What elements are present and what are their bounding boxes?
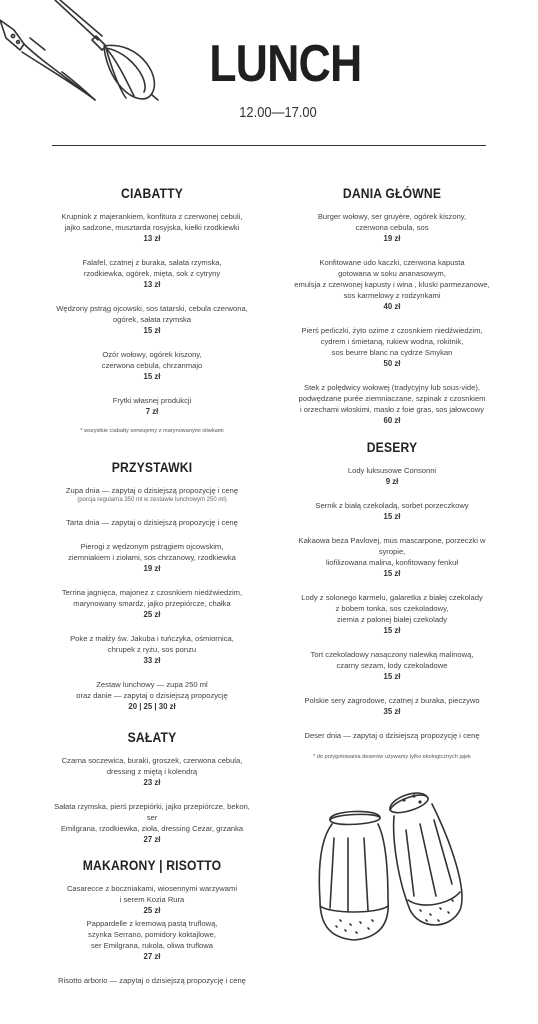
knife-and-whisk-icon [0, 0, 170, 110]
item-price: 13 zł [143, 234, 161, 243]
item-price: 60 zł [383, 416, 401, 425]
item-price: 15 zł [383, 672, 401, 681]
menu-item: Pierś perliczki, żyto ozime z czosnkiem niedźwiedzim, cydrem i śmietaną, rukiew wodna, rokitnik, sos beurre blanc na cydrze Smykan 50 zł [292, 325, 492, 369]
menu-item: Tarta dnia — zapytaj o dzisiejszą propozycję i cenę [66, 518, 238, 527]
section-title: DESERY [366, 440, 418, 455]
menu-item: Konfitowane udo kaczki, czerwona kapusta gotowana w soku ananasowym, emulsja z czerwonej kapusty i wina , kluski parmezanowe, sos karmelowy z rodzynkami 40 zł [292, 257, 492, 312]
item-price: 50 zł [383, 359, 401, 368]
menu-item: Risotto arborio — zapytaj o dzisiejszą propozycję i cenę [58, 976, 246, 985]
menu-item: Polskie sery zagrodowe, czatnej z buraka, pieczywo 35 zł [292, 695, 492, 717]
section-title: CIABATTY [121, 186, 183, 201]
item-price: 25 zł [143, 610, 161, 619]
item-price: 15 zł [383, 626, 401, 635]
item-price: 9 zł [385, 477, 399, 486]
menu-item: Krupniok z majerankiem, konfitura z czerwonej cebuli, jajko sadzone, musztarda rosyjska, kiełki rzodkiewki 13 zł [52, 211, 252, 244]
menu-item: Lody luksusowe Consonni 9 zł [292, 465, 492, 487]
item-price: 40 zł [383, 302, 401, 311]
section-title: DANIA GŁÓWNE [342, 186, 442, 201]
menu-item: Poke z małży św. Jakuba i tuńczyka, ośmiornica, chrupek z ryżu, sos ponzu 33 zł [52, 633, 252, 666]
menu-item: Lody z solonego karmelu, galaretka z białej czekolady z bobem tonka, sos czekoladowy, ziemia z palonej białej czekolady 15 zł [292, 592, 492, 636]
menu-item: Zestaw lunchowy — zupa 250 ml oraz danie — zapytaj o dzisiejszą propozycję 20 | 25 | 30 zł [52, 679, 252, 712]
section-title: MAKARONY | RISOTTO [82, 858, 222, 873]
section-makarony-risotto [52, 858, 252, 986]
item-price: 23 zł [143, 778, 161, 787]
item-price: 27 zł [143, 952, 161, 961]
menu-item: Pierogi z wędzonym pstrągiem ojcowskim, ziemniakiem i ziołami, sos chrzanowy, rzodkiewka 19 zł [52, 541, 252, 574]
item-price: 13 zł [143, 280, 161, 289]
section-desery [292, 440, 492, 760]
section-dania-glowne [292, 186, 492, 426]
section-footnote: * do przygotowania deserów używamy tylko ekologicznych jajek [313, 754, 471, 760]
item-note: (porcja regularna 350 ml w zestawie lunchowym 250 ml) [77, 497, 227, 503]
item-price: 7 zł [145, 407, 159, 416]
item-price: 27 zł [143, 835, 161, 844]
section-title: SAŁATY [127, 730, 177, 745]
item-price: 19 zł [383, 234, 401, 243]
menu-item: Burger wołowy, ser gruyère, ogórek kiszony, czerwona cebula, sos 19 zł [292, 211, 492, 244]
header-divider [52, 145, 486, 146]
page-title: LUNCH [209, 35, 362, 93]
section-ciabatty [52, 186, 252, 434]
menu-item: Frytki własnej produkcji 7 zł [52, 395, 252, 417]
right-column [292, 186, 492, 760]
item-price: 20 | 25 | 30 zł [128, 702, 176, 711]
menu-item: Sałata rzymska, pierś przepiórki, jajko przepiórcze, bekon, ser Emilgrana, rzodkiewka, zioła, dressing Cezar, grzanka 27 zł [52, 801, 252, 845]
opening-hours: 12.00—17.00 [239, 104, 317, 121]
section-title: PRZYSTAWKI [111, 460, 193, 475]
menu-item: Stek z polędwicy wołowej (tradycyjny lub sous-vide), podwędzane purée ziemniaczane, szpinak z czosnkiem i orzechami włoskimi, masło z foie gras, sos jałowcowy 60 zł [292, 382, 492, 426]
menu-item: Kakaowa beza Pavlovej, mus mascarpone, porzeczki w syropie, liofilizowana malina, konfitowany fenkuł 15 zł [292, 535, 492, 579]
item-price: 25 zł [143, 906, 161, 915]
section-salaty [52, 730, 252, 845]
section-przystawki [52, 460, 252, 712]
menu-item: Sernik z białą czekoladą, sorbet porzeczkowy 15 zł [292, 500, 492, 522]
menu-item: Casarecce z boczniakami, wiosennymi warzywami i serem Kozia Rura 25 zł [52, 883, 252, 916]
item-price: 35 zł [383, 707, 401, 716]
item-price: 19 zł [143, 564, 161, 573]
item-price: 15 zł [143, 326, 161, 335]
menu-item: Czarna soczewica, buraki, groszek, czerwona cebula, dressing z miętą i kolendrą 23 zł [52, 755, 252, 788]
menu-item: Zupa dnia — zapytaj o dzisiejszą propozycję i cenę (porcja regularna 350 ml w zestawie lunchowym 250 ml) [52, 485, 252, 504]
item-price: 15 zł [143, 372, 161, 381]
menu-item: Falafel, czatnej z buraka, sałata rzymska, rzodkiewka, ogórek, mięta, sok z cytryny 13 zł [52, 257, 252, 290]
left-column [52, 186, 252, 999]
menu-item: Pappardelle z kremową pastą truflową, szynka Serrano, pomidory koktajlowe, ser Emilgrana, rukola, oliwa truflowa 27 zł [52, 918, 252, 962]
section-footnote: * wszystkie ciabatty serwujemy z marynowanymi oliwkami [80, 428, 224, 434]
menu-item: Ozór wołowy, ogórek kiszony, czerwona cebula, chrzanmajo 15 zł [52, 349, 252, 382]
menu-item: Terrina jagnięca, majonez z czosnkiem niedźwiedzim, marynowany smardz, jajko przepiórcze, chałka 25 zł [52, 587, 252, 620]
salt-pepper-shakers-icon [310, 780, 480, 960]
item-price: 33 zł [143, 656, 161, 665]
menu-item: Deser dnia — zapytaj o dzisiejszą propozycję i cenę [304, 731, 480, 740]
item-price: 15 zł [383, 569, 401, 578]
menu-item: Wędzony pstrąg ojcowski, sos tatarski, cebula czerwona, ogórek, sałata rzymska 15 zł [52, 303, 252, 336]
item-price: 15 zł [383, 512, 401, 521]
menu-item: Tort czekoladowy nasączony nalewką malinową, czarny sezam, lody czekoladowe 15 zł [292, 649, 492, 682]
